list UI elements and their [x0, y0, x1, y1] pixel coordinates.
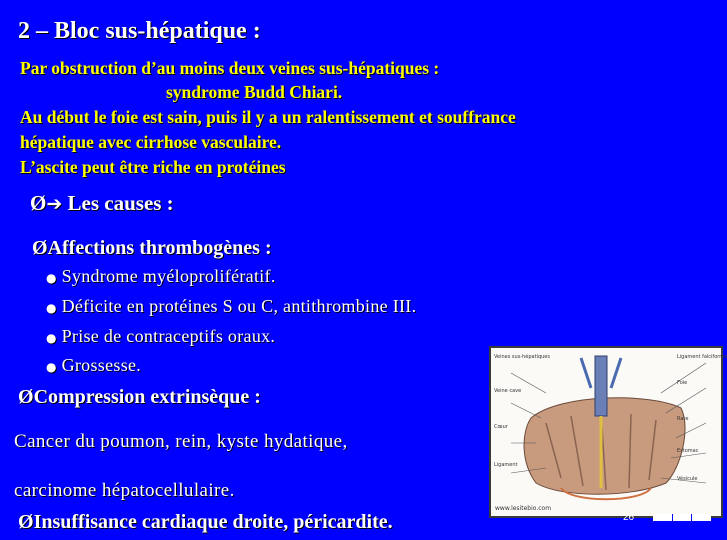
liver-anatomy-figure — [489, 346, 727, 518]
list-item-text: Syndrome myéloprolifératif. — [61, 266, 276, 286]
compression-line: carcinome hépatocellulaire. — [14, 480, 235, 501]
figure-label: Ligament — [494, 462, 518, 468]
figure-label: Rate — [677, 416, 689, 422]
figure-label: Cœur — [494, 424, 508, 430]
list-item — [46, 296, 416, 317]
figure-label: Vésicule — [677, 476, 698, 482]
bullet-dot-icon: ● — [46, 271, 57, 285]
thrombogenes-heading — [32, 237, 272, 260]
figure-label: Foie — [677, 380, 688, 386]
list-item — [46, 266, 276, 287]
insuffisance-heading — [18, 511, 393, 534]
intro-line: Par obstruction d’au moins deux veines sus-hépatiques : — [20, 58, 440, 78]
bullet-dot-icon: ● — [46, 301, 57, 315]
causes-heading — [30, 191, 174, 216]
causes-heading-text: Les causes : — [67, 191, 174, 215]
right-arrow-icon: ➔ — [46, 193, 63, 215]
list-item — [46, 326, 275, 347]
compression-heading — [18, 386, 261, 409]
insuffisance-heading-text: Insuffisance cardiaque droite, péricardite. — [33, 511, 393, 533]
figure-label: Ligament falciforme — [677, 354, 727, 360]
navigation-bar[interactable] — [653, 514, 711, 521]
page-number: 26 — [623, 512, 635, 523]
compression-line: Cancer du poumon, rein, kyste hydatique, — [14, 431, 348, 452]
thrombogenes-heading-text: Affections thrombogènes : — [47, 237, 272, 259]
list-item-text: Grossesse. — [61, 355, 142, 375]
list-item-text: Déficite en protéines S ou C, antithrombine III. — [61, 296, 417, 316]
figure-watermark: www.lesitebio.com — [495, 505, 552, 512]
list-item — [46, 355, 141, 376]
intro-line: L’ascite peut être riche en protéines — [20, 157, 286, 177]
figure-label: Veines sus-hépatiques — [494, 354, 550, 360]
figure-label: Estomac — [677, 448, 699, 454]
intro-line: Au début le foie est sain, puis il y a un ralentissement et souffrance — [20, 107, 516, 127]
liver-illustration — [491, 348, 721, 516]
bullet-dot-icon: ● — [46, 331, 57, 345]
intro-line: syndrome Budd Chiari. — [166, 82, 343, 102]
compression-heading-text: Compression extrinsèque : — [33, 386, 261, 408]
intro-line: hépatique avec cirrhose vasculaire. — [20, 132, 282, 152]
bullet-dot-icon: ● — [46, 360, 57, 374]
nav-divider — [691, 514, 692, 521]
list-item-text: Prise de contraceptifs oraux. — [61, 326, 276, 346]
arrow-bullet-icon: Ø — [32, 237, 48, 259]
arrow-bullet-icon: Ø — [18, 386, 34, 408]
arrow-bullet-icon: Ø — [30, 191, 47, 215]
figure-label: Veine cave — [494, 388, 522, 394]
nav-divider — [672, 514, 673, 521]
arrow-bullet-icon: Ø — [18, 511, 34, 533]
slide-title: 2 – Bloc sus-hépatique : — [18, 18, 261, 44]
